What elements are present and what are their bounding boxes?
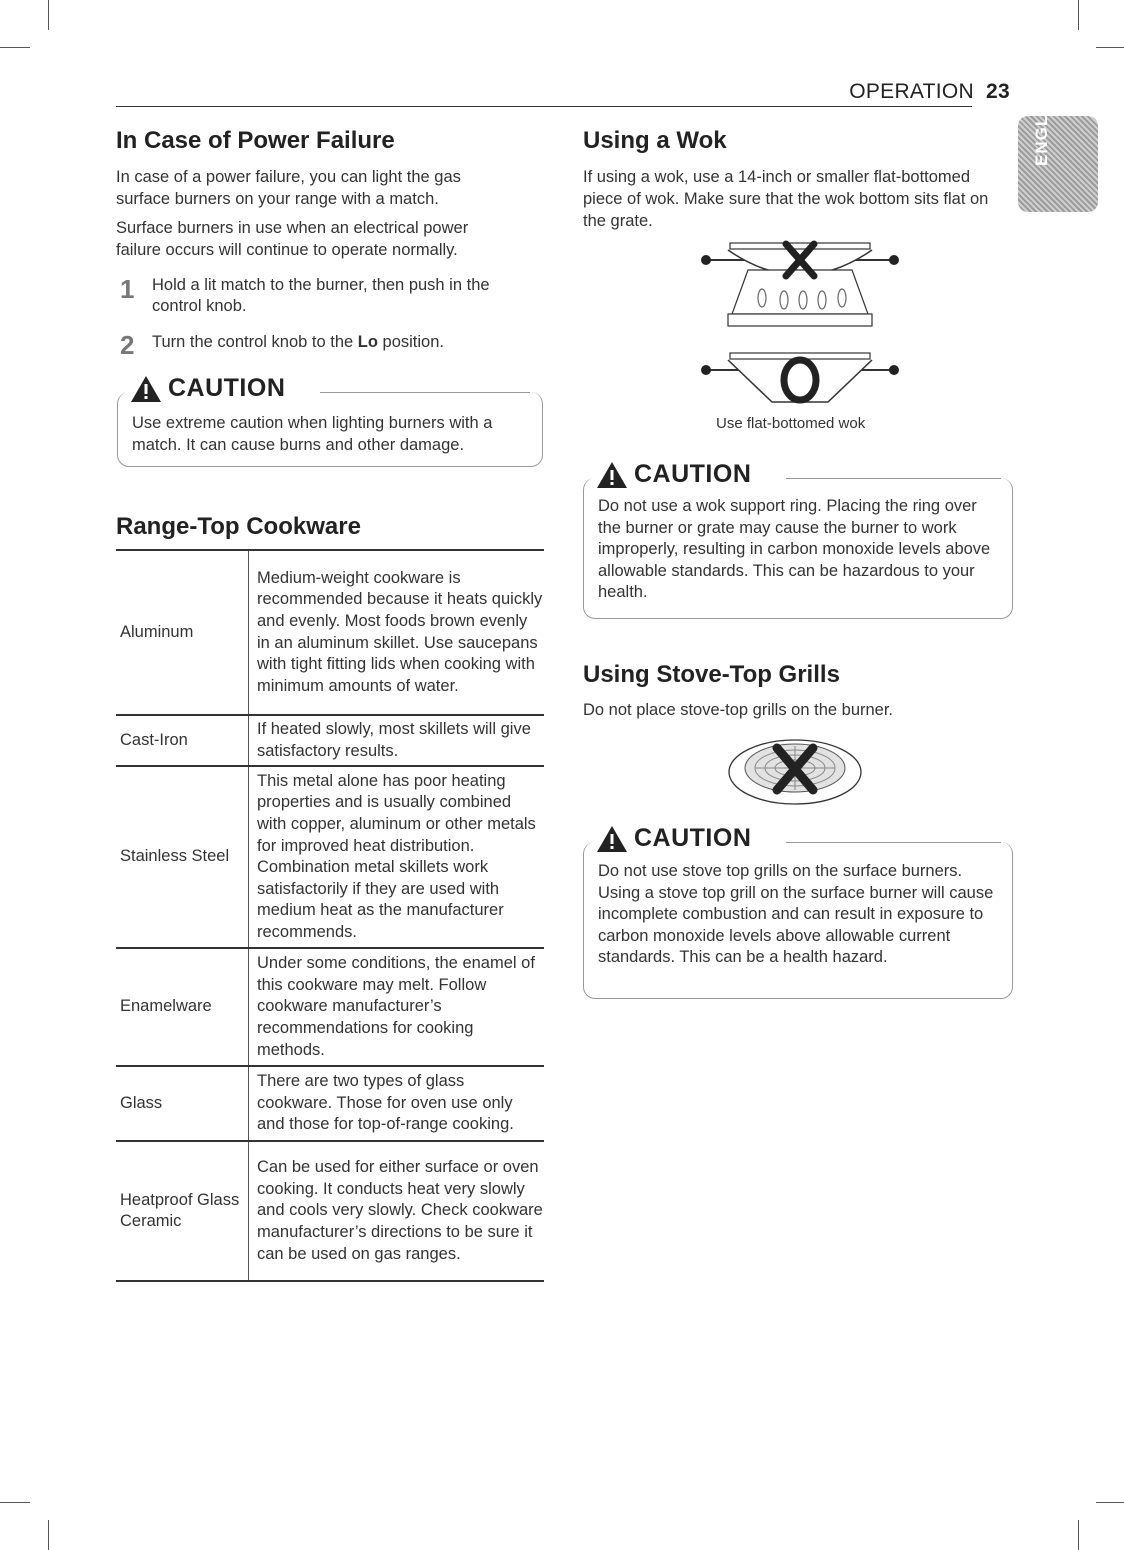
language-tab-label: ENGLISH <box>1032 83 1051 166</box>
warning-icon <box>596 825 628 853</box>
crop-mark <box>1096 1502 1124 1503</box>
table-row <box>116 550 544 715</box>
material-cell: Aluminum <box>116 550 249 715</box>
cookware-table <box>116 549 544 1282</box>
stove-top-grill-illustration <box>725 732 865 808</box>
step-text-part: Turn the control knob to the <box>152 333 358 351</box>
step-number: 2 <box>120 330 135 360</box>
description-cell: Under some conditions, the enamel of this cookware may melt. Follow cookware manufacturer’s recommendations for cooking methods. <box>257 954 535 1059</box>
description-cell: Medium-weight cookware is recommended because it heats quickly and evenly. Most foods brown evenly in an aluminum skillet. Use saucepans with tight fitting lids when cooking with minimum amounts of water. <box>257 568 543 695</box>
caution-text: Do not use a wok support ring. Placing the ring over the burner or grate may cause the burner to work improperly, resulting in carbon monoxide levels above allowable standards. This can be hazardous to your health. <box>598 497 991 601</box>
caution-heading <box>126 374 293 403</box>
description-cell: Can be used for either surface or oven cooking. It conducts heat very slowly and cools very slowly. Check cookware manufacturer’s directions to be sure it can be used on gas ranges. <box>257 1158 543 1263</box>
flat-bottom-wok-illustration <box>700 350 900 410</box>
wok-on-ring-illustration <box>700 240 900 330</box>
warning-icon <box>130 375 162 403</box>
grills-title: Using Stove-Top Grills <box>583 661 840 688</box>
page-number: 23 <box>986 80 1010 103</box>
table-row <box>116 1066 544 1141</box>
power-failure-para-2: Surface burners in use when an electrical power failure occurs will continue to operate normally. <box>116 219 469 259</box>
caution-label: CAUTION <box>634 824 752 852</box>
caution-label: CAUTION <box>168 374 286 402</box>
wok-caption: Use flat-bottomed wok <box>716 415 866 432</box>
crop-mark <box>48 1520 49 1550</box>
caution-heading <box>592 824 759 853</box>
caution-heading <box>592 460 759 489</box>
material-cell: Enamelware <box>116 948 249 1066</box>
section-title: OPERATION <box>849 80 975 103</box>
lo-setting: Lo <box>357 333 378 351</box>
crop-mark <box>0 1502 30 1503</box>
crop-mark <box>1078 0 1079 30</box>
table-row <box>116 1141 544 1281</box>
table-row <box>116 766 544 948</box>
material-cell: Heatproof Glass Ceramic <box>116 1141 249 1281</box>
description-cell: There are two types of glass cookware. Those for oven use only and those for top-of-range cooking. <box>257 1072 514 1134</box>
caution-text: Use extreme caution when lighting burners with a match. It can cause burns and other damage. <box>132 414 493 454</box>
description-cell: If heated slowly, most skillets will give satisfactory results. <box>257 720 531 760</box>
crop-mark <box>0 47 30 48</box>
crop-mark <box>1078 1520 1079 1550</box>
caution-label: CAUTION <box>634 460 752 488</box>
crop-mark <box>1096 47 1124 48</box>
page-header <box>849 80 1010 104</box>
warning-icon <box>596 461 628 489</box>
crop-mark <box>48 0 49 30</box>
caution-rule <box>786 478 1001 479</box>
wok-title: Using a Wok <box>583 127 727 154</box>
cookware-title: Range-Top Cookware <box>116 513 361 540</box>
caution-text: Do not use stove top grills on the surface burners. Using a stove top grill on the surface burner will cause incomplete combustion and can result in exposure to carbon monoxide levels above allowable current standards. This can be a health hazard. <box>598 862 994 966</box>
header-rule <box>116 106 972 107</box>
step-number: 1 <box>120 274 135 304</box>
caution-rule <box>786 842 1001 843</box>
grills-para: Do not place stove-top grills on the burner. <box>583 701 894 719</box>
description-cell: This metal alone has poor heating properties and is usually combined with copper, aluminum or other metals for improved heat distribution. Combination metal skillets work satisfactorily if they are used with medium heat as the manufacturer recommends. <box>257 771 536 941</box>
step-text <box>152 332 532 353</box>
language-tab <box>1018 83 1098 212</box>
caution-rule <box>320 392 530 393</box>
power-failure-para-1: In case of a power failure, you can light the gas surface burners on your range with a match. <box>116 168 461 208</box>
step-text: Hold a lit match to the burner, then push in the control knob. <box>152 276 490 315</box>
material-cell: Stainless Steel <box>116 766 249 948</box>
material-cell: Glass <box>116 1066 249 1141</box>
material-cell: Cast-Iron <box>116 715 249 766</box>
power-failure-title: In Case of Power Failure <box>116 127 395 154</box>
step-text-part: position. <box>377 333 444 351</box>
table-row <box>116 715 544 766</box>
wok-para: If using a wok, use a 14-inch or smaller flat-bottomed piece of wok. Make sure that the wok bottom sits flat on the grate. <box>583 168 989 230</box>
table-row <box>116 948 544 1066</box>
